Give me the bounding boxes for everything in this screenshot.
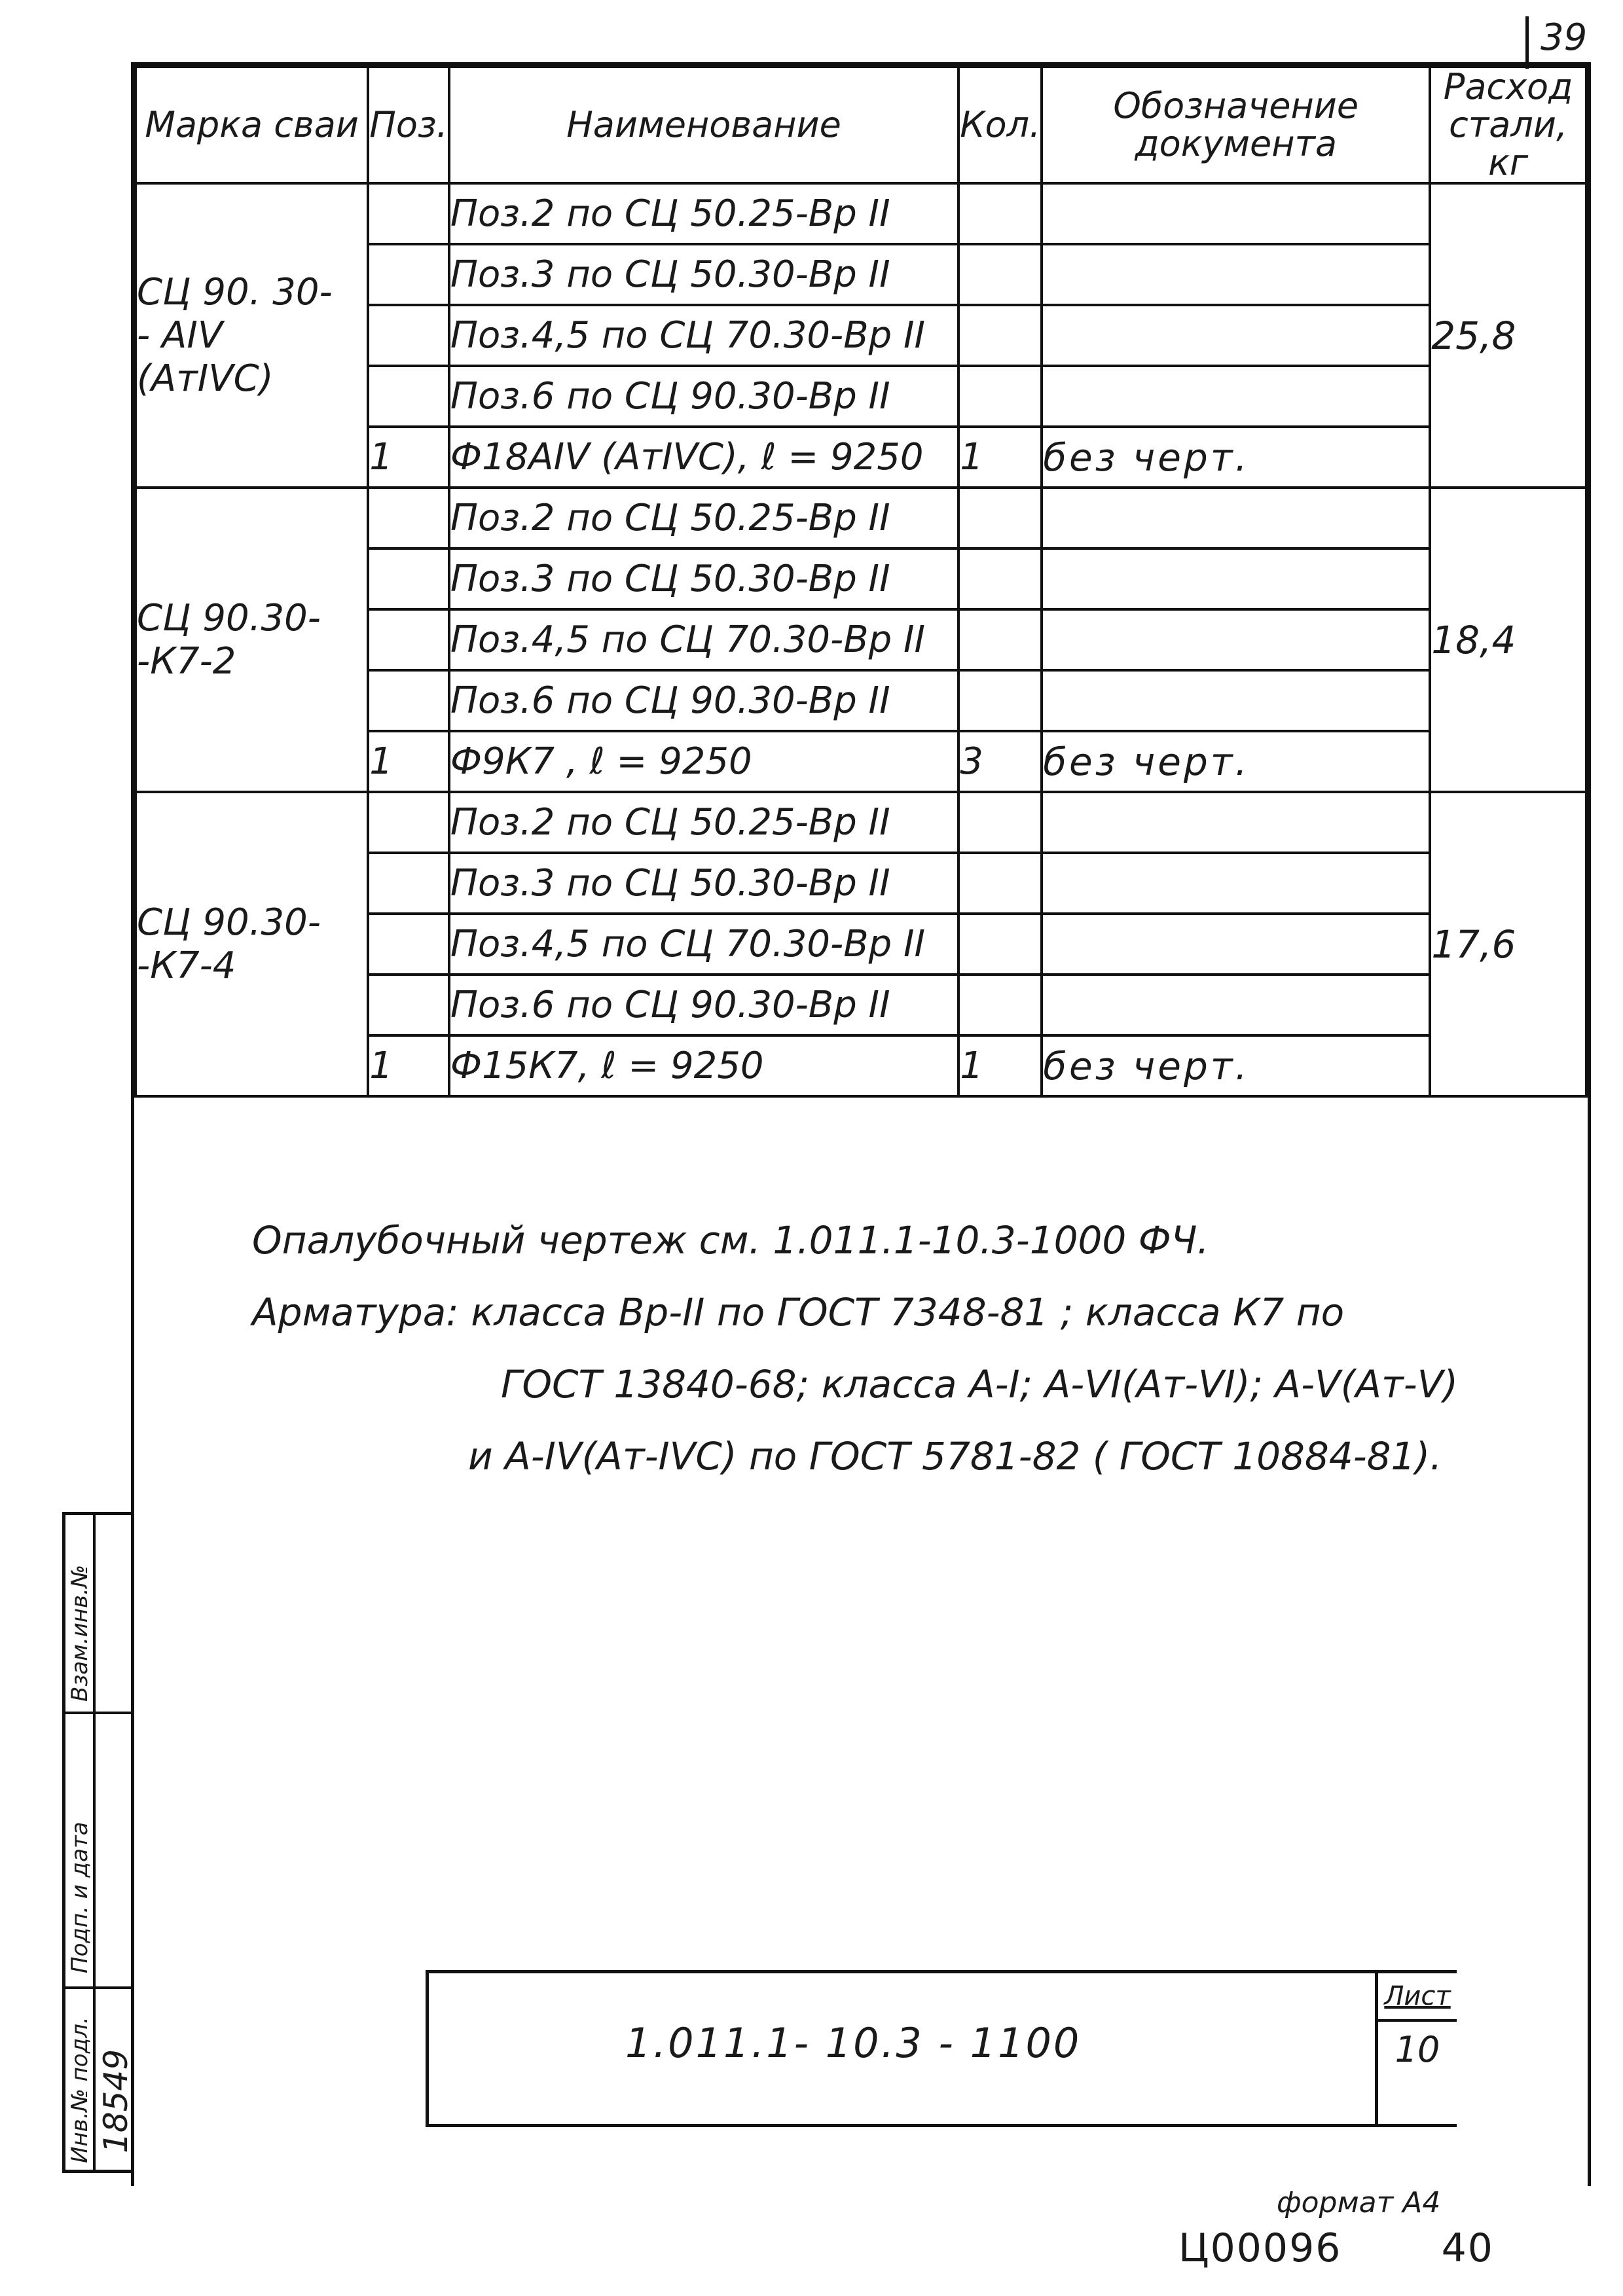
- document-cell: [1042, 609, 1430, 670]
- quantity-cell: [958, 305, 1042, 366]
- quantity-cell: [958, 244, 1042, 305]
- document-cell: [1042, 488, 1430, 548]
- document-cell: [1042, 548, 1430, 609]
- position-cell: 1: [368, 731, 449, 792]
- quantity-cell: [958, 914, 1042, 975]
- steel-mass-cell: 18,4: [1430, 488, 1586, 792]
- quantity-cell: [958, 609, 1042, 670]
- name-cell: Поз.2 по СЦ 50.25-Вр II: [449, 792, 958, 853]
- header-doc: Обозначение документа: [1042, 67, 1430, 183]
- pile-mark-cell: [136, 792, 368, 1096]
- document-cell: [1042, 853, 1430, 914]
- position-cell: [368, 366, 449, 427]
- steel-mass-cell: 17,6: [1430, 792, 1586, 1096]
- sheet-number: 10: [1395, 2029, 1440, 2070]
- name-cell: Поз.3 по СЦ 50.30-Вр II: [449, 244, 958, 305]
- quantity-cell: [958, 183, 1042, 244]
- document-code: 1.011.1- 10.3 - 1100: [625, 2019, 1082, 2067]
- quantity-cell: 3: [958, 731, 1042, 792]
- name-cell: Поз.6 по СЦ 90.30-Вр II: [449, 366, 958, 427]
- position-cell: [368, 914, 449, 975]
- name-cell: Поз.4,5 по СЦ 70.30-Вр II: [449, 609, 958, 670]
- quantity-cell: [958, 548, 1042, 609]
- name-cell: Ф9К7 , ℓ = 9250: [449, 731, 958, 792]
- quantity-cell: [958, 366, 1042, 427]
- specification-table: [134, 65, 1588, 1098]
- note-line: Арматура: класса Вр-II по ГОСТ 7348-81 ; класса К7 по: [252, 1290, 1345, 1335]
- sign-label: Подп. и дата: [67, 1821, 93, 1973]
- document-cell: без черт.: [1042, 731, 1430, 792]
- header-qty: Кол.: [958, 67, 1042, 183]
- document-cell: [1042, 183, 1430, 244]
- header-row: [136, 67, 1586, 183]
- name-cell: Поз.3 по СЦ 50.30-Вр II: [449, 548, 958, 609]
- archive-code: Ц00096: [1178, 2225, 1342, 2271]
- name-cell: Поз.6 по СЦ 90.30-Вр II: [449, 670, 958, 731]
- inv-value: 18549: [97, 2049, 135, 2153]
- position-cell: [368, 488, 449, 548]
- document-cell: [1042, 305, 1430, 366]
- position-cell: [368, 853, 449, 914]
- pile-mark-cell: [136, 183, 368, 488]
- format-label: формат А4: [1277, 2186, 1441, 2219]
- notes-block: [252, 1204, 1458, 1492]
- position-cell: [368, 548, 449, 609]
- name-cell: Поз.4,5 по СЦ 70.30-Вр II: [449, 914, 958, 975]
- note-line: Опалубочный чертеж см. 1.011.1-10.3-1000 ФЧ.: [252, 1218, 1209, 1263]
- table-row: [136, 792, 1586, 853]
- note-line: ГОСТ 13840-68; класса А-I; А-VI(Ат-VI); А-V(Ат-V): [501, 1362, 1459, 1407]
- document-cell: без черт.: [1042, 427, 1430, 488]
- name-cell: Поз.2 по СЦ 50.25-Вр II: [449, 488, 958, 548]
- name-cell: Ф15К7, ℓ = 9250: [449, 1035, 958, 1096]
- position-cell: [368, 975, 449, 1035]
- quantity-cell: [958, 670, 1042, 731]
- archive-stamp: [1178, 2225, 1494, 2271]
- name-cell: Поз.2 по СЦ 50.25-Вр II: [449, 183, 958, 244]
- title-block: [426, 1970, 1457, 2127]
- pile-mark-line: СЦ 90.30-: [137, 596, 321, 639]
- position-cell: 1: [368, 427, 449, 488]
- document-cell: [1042, 975, 1430, 1035]
- quantity-cell: [958, 792, 1042, 853]
- pile-mark-line: - АIV (АтIVC): [137, 314, 274, 400]
- position-cell: [368, 305, 449, 366]
- quantity-cell: 1: [958, 1035, 1042, 1096]
- pile-mark-cell: [136, 488, 368, 792]
- quantity-cell: [958, 488, 1042, 548]
- position-cell: [368, 183, 449, 244]
- archive-page: 40: [1441, 2225, 1494, 2271]
- name-cell: Ф18АIV (АтIVC), ℓ = 9250: [449, 427, 958, 488]
- position-cell: [368, 670, 449, 731]
- name-cell: Поз.4,5 по СЦ 70.30-Вр II: [449, 305, 958, 366]
- steel-mass-cell: 25,8: [1430, 183, 1586, 488]
- note-line: и А-IV(Ат-IVC) по ГОСТ 5781-82 ( ГОСТ 10884-81).: [468, 1434, 1442, 1479]
- replace-label: Взам.инв.№: [67, 1564, 93, 1702]
- position-cell: [368, 792, 449, 853]
- side-stamp: [62, 1512, 134, 2173]
- sheet-cell: [1375, 1973, 1457, 2124]
- pile-mark-line: -К7-4: [137, 944, 236, 987]
- sheet-label: Лист: [1378, 1973, 1457, 2022]
- document-cell: [1042, 914, 1430, 975]
- document-cell: [1042, 366, 1430, 427]
- quantity-cell: [958, 853, 1042, 914]
- document-cell: [1042, 670, 1430, 731]
- header-name: Наименование: [449, 67, 958, 183]
- pile-mark-line: СЦ 90.30-: [137, 901, 321, 944]
- table-row: [136, 183, 1586, 244]
- drawing-sheet: [131, 62, 1591, 2186]
- position-cell: [368, 609, 449, 670]
- name-cell: Поз.6 по СЦ 90.30-Вр II: [449, 975, 958, 1035]
- header-mass: Расход стали, кг: [1430, 67, 1586, 183]
- document-cell: [1042, 244, 1430, 305]
- page-number: 39: [1525, 16, 1587, 69]
- name-cell: Поз.3 по СЦ 50.30-Вр II: [449, 853, 958, 914]
- position-cell: [368, 244, 449, 305]
- header-mark: Марка сваи: [136, 67, 368, 183]
- pile-mark-line: -К7-2: [137, 639, 236, 683]
- document-cell: [1042, 792, 1430, 853]
- quantity-cell: 1: [958, 427, 1042, 488]
- document-cell: без черт.: [1042, 1035, 1430, 1096]
- quantity-cell: [958, 975, 1042, 1035]
- pile-mark-line: СЦ 90. 30-: [137, 270, 333, 314]
- inv-label: Инв.№ подл.: [67, 2017, 93, 2163]
- table-row: [136, 488, 1586, 548]
- header-pos: Поз.: [368, 67, 449, 183]
- position-cell: 1: [368, 1035, 449, 1096]
